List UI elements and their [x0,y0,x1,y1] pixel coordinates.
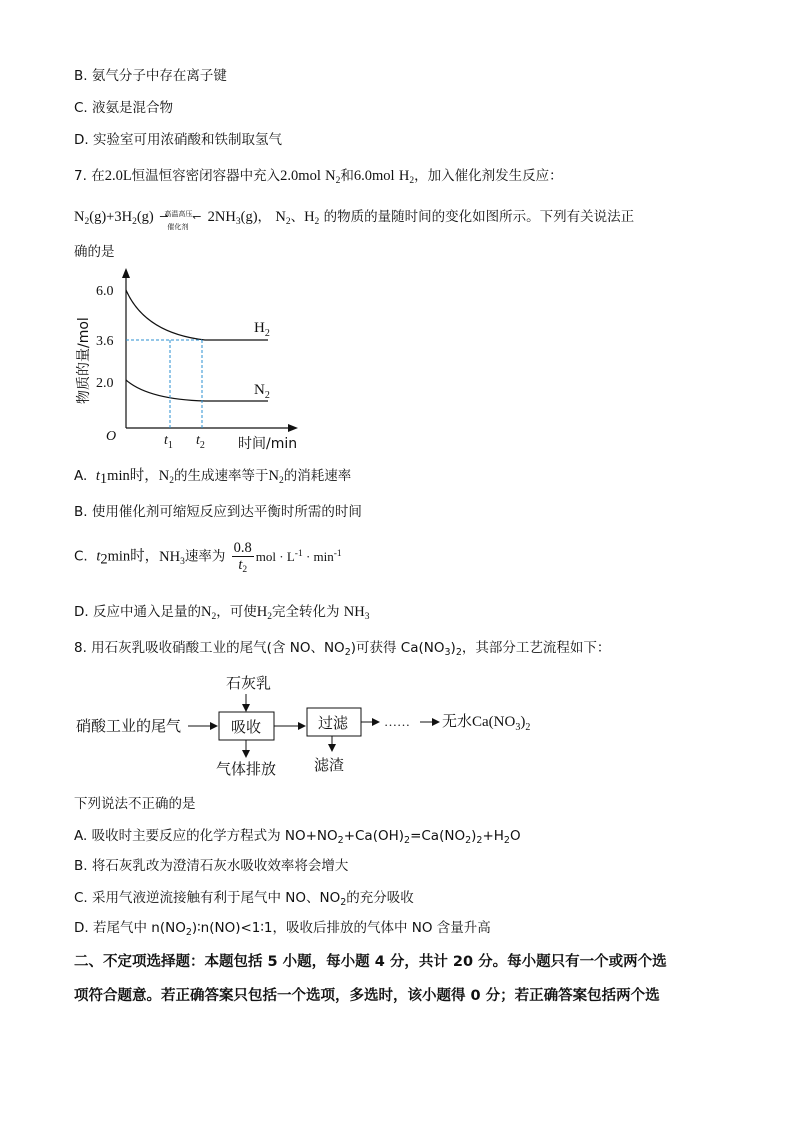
q7-option-d: D. 反应中通入足量的$N_2$，可使$H_2$完全转化为 $NH_3$ [74,604,370,622]
h2-label: $H_2$ [254,320,270,339]
q8-option-d: D. 若尾气中 $n(NO_2)∶n(NO)<1∶1$，吸收后排放的气体中 NO 含量升高 [74,920,491,938]
q7-option-b: B. 使用催化剂可缩短反应到达平衡时所需的时间 [74,504,362,520]
h2-curve [126,290,268,340]
flow-output: 无水$Ca(NO_3)_2$ [442,714,531,733]
equilibrium-arrow: ⇀ 高温高压 催化剂 ↽ [159,210,202,231]
process-flow-diagram [74,668,554,780]
origin-label: O [106,429,117,444]
y-axis-label: 物质的量/mol [76,317,92,404]
rate-fraction: $\frac{0.8}{t_2}$ [233,540,252,575]
t1-label: $t_1$ [164,433,173,451]
q6-option-b: B. 氨气分子中存在离子键 [74,68,227,84]
section2-line2: 项符合题意。若正确答案只包括一个选项，多选时，该小题得 0 分；若正确答案包括两个选 [74,988,660,1004]
mole-time-graph [70,266,320,456]
ytick-3.6: 3.6 [96,334,114,349]
reaction-equation: $N_2(g)+3H_2(g)$ [74,209,154,227]
q6-option-d: D. 实验室可用浓硝酸和铁制取氢气 [74,132,282,148]
flow-filter-label: 过滤 [318,716,349,732]
q7-stem-line1: 7. 在2.0L恒温恒容密闭容器中充入2.0mol $N_2$和6.0mol $H_2$，加入催化剂发生反应： [74,168,563,186]
y-axis-arrow [122,268,130,278]
q7-option-c: C. $t_2\min$时，$NH_3$速率为 $\frac{0.8}{t_2}$ mol · $L^{-1} \cdot \min^{-1}$ [74,540,342,575]
section2-line1: 二、不定项选择题：本题包括 5 小题，每小题 4 分，共计 20 分。每小题只有一个或两个选 [74,954,667,970]
q7-equation-line: $N_2(g)+3H_2(g)$ ⇀ 高温高压 催化剂 ↽ $2NH_3(g)$， $N_2$、$H_2$ 的物质的量随时间的变化如图所示。下列有关说法正 [74,205,634,229]
flow-residue: 滤渣 [314,758,345,774]
ytick-6: 6.0 [96,284,114,299]
t2-label: $t_2$ [196,433,205,451]
flow-dots: …… [384,714,410,729]
x-axis-label: 时间/min [238,436,298,452]
q8-option-c: C. 采用气液逆流接触有利于尾气中 NO、$NO_2$的充分吸收 [74,890,414,908]
ytick-2: 2.0 [96,376,114,391]
flow-gas-release: 气体排放 [216,762,277,778]
x-axis-arrow [288,424,298,432]
n2-label: $N_2$ [254,382,270,401]
q8-option-b: B. 将石灰乳改为澄清石灰水吸收效率将会增大 [74,858,349,874]
q8-option-a: A. 吸收时主要反应的化学方程式为 $NO+NO_2+Ca(OH)_2=Ca(NO_2)_2+H_2O$ [74,828,521,846]
q7-option-a: A. $t_1\min$时，$N_2$的生成速率等于$N_2$的消耗速率 [74,468,352,487]
q6-option-c: C. 液氨是混合物 [74,100,174,116]
flow-absorb-label: 吸收 [231,720,262,736]
flow-input: 硝酸工业的尾气 [76,719,182,735]
q8-stem: 8. 用石灰乳吸收硝酸工业的尾气(含 NO、$NO_2$)可获得 $Ca(NO_3)_2$，其部分工艺流程如下： [74,640,611,658]
q8-prompt: 下列说法不正确的是 [74,796,196,812]
q7-stem-end: 确的是 [74,244,115,260]
flow-lime-milk: 石灰乳 [226,676,272,692]
n2-curve [126,380,268,401]
